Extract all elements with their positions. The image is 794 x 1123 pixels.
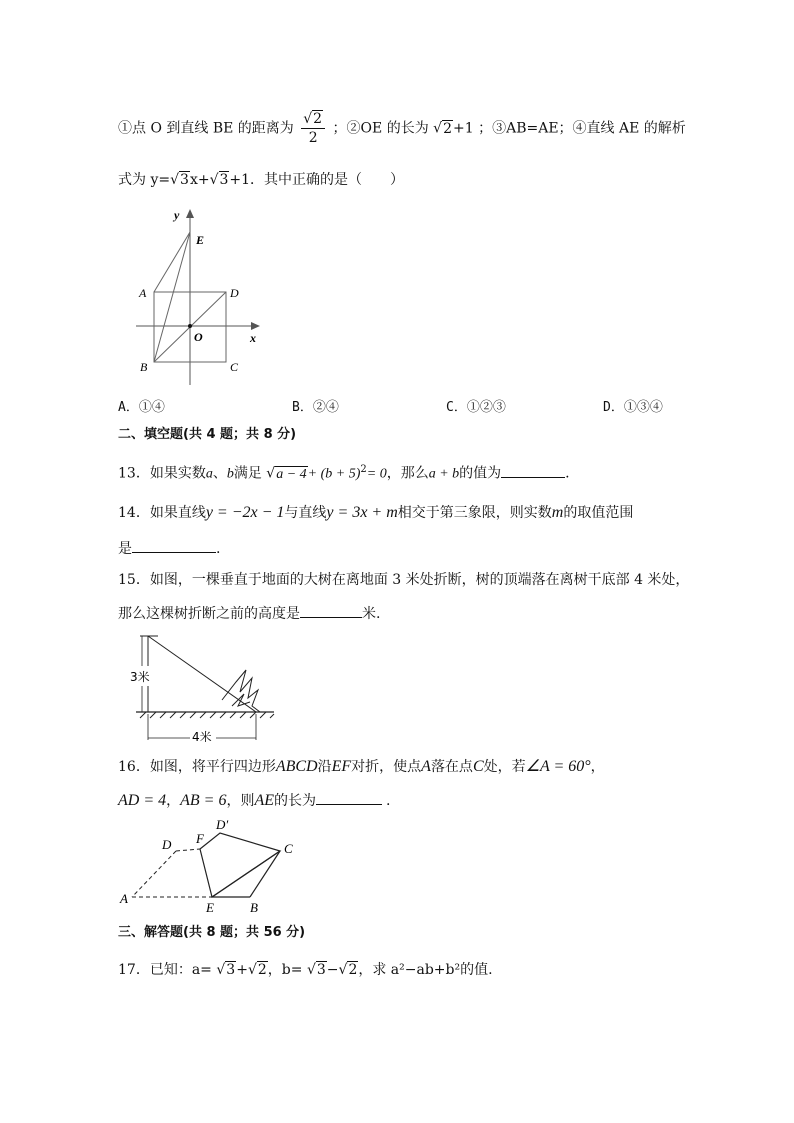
choice-c[interactable]: C．①②③: [446, 400, 506, 415]
q17: 17．已知：a= √3+√2，b= √3−√2，求 a²−ab+b²的值.: [118, 962, 493, 978]
q12-fraction: $\frac{√2}{2}$: [301, 110, 325, 147]
q14-answer-blank[interactable]: [132, 538, 216, 553]
choice-a[interactable]: A．①④: [118, 400, 165, 415]
line-ec: [212, 851, 280, 897]
q12-text-5: x+: [189, 172, 210, 188]
label-o: O: [194, 330, 203, 344]
folded-quad: [200, 833, 280, 897]
branches-2: [232, 694, 250, 706]
height-label: 3米: [130, 670, 150, 684]
label-b: B: [140, 360, 148, 374]
origin-dot: [188, 324, 192, 328]
label-c: C: [230, 360, 239, 374]
dash-da: [132, 851, 176, 897]
q13: 13．如果实数a、b满足 $√a - 4+ (b + 5)^2= 0$，那么a + b的值为 .: [118, 464, 570, 482]
label-a: A: [139, 286, 147, 300]
q15-figure: [128, 630, 278, 742]
line-be: [154, 232, 190, 362]
line-bc: [250, 851, 280, 897]
choice-b[interactable]: B．②④: [292, 400, 339, 415]
q15-line2: 那么这棵树折断之前的高度是 米.: [118, 603, 380, 624]
label-e: E: [206, 900, 214, 915]
q12-sqrt3b: 3: [219, 172, 229, 188]
q12-text-6: +1．其中正确的是（ ）: [229, 172, 405, 188]
q12-text-3: ；③AB=AE；④直线 AE 的解析: [478, 120, 686, 137]
label-y: y: [174, 208, 180, 222]
q12-sqrt2: 2: [443, 120, 452, 137]
q16-answer-blank[interactable]: [316, 790, 382, 805]
label-b: B: [250, 900, 258, 915]
q12-line1: ①点 O 到直线 BE 的距离为 $\frac{√2}{2}$ ；②OE 的长为 √2+1 ；③AB=AE；④直线 AE 的解析: [118, 111, 686, 146]
q12-sqrt3a: 3: [180, 172, 189, 188]
x-axis-arrow-icon: [251, 322, 260, 330]
q14-line2: 是 .: [118, 538, 220, 559]
label-e: E: [196, 233, 205, 247]
q12-frac-den: 2: [308, 130, 318, 146]
line-ae: [154, 232, 190, 292]
label-f: F: [196, 831, 204, 846]
q12-figure: [128, 205, 268, 390]
choice-d[interactable]: D．①③④: [603, 400, 663, 415]
label-d: D: [162, 837, 172, 852]
label-d: D: [230, 286, 239, 300]
section-2-heading: 二、填空题(共 4 题；共 8 分): [118, 427, 297, 442]
q12-frac-num: 2: [313, 111, 323, 127]
q15-answer-blank[interactable]: [300, 603, 362, 618]
q16-figure: [116, 815, 306, 915]
q13-answer-blank[interactable]: [501, 463, 565, 478]
q14-line1: 14．如果直线y = −2x − 1与直线y = 3x + m相交于第三象限，则实数m的取值范围: [118, 504, 634, 521]
label-dprime: D′: [216, 817, 229, 832]
q12-text-1: ①点 O 到直线 BE 的距离为: [118, 120, 294, 137]
label-x: x: [250, 331, 256, 345]
fallen-top: [148, 636, 256, 712]
q12-line2: 式为 y=√3x+√3+1．其中正确的是（ ）: [118, 172, 405, 188]
q13-radical: a − 4: [276, 466, 307, 482]
label-c: C: [284, 841, 293, 856]
q12-text-2: ；②OE 的长为: [332, 120, 429, 137]
q16-line2: AD = 4，AB = 6，则AE的长为 .: [118, 792, 391, 809]
dash-df: [176, 849, 200, 851]
width-label: 4米: [192, 730, 212, 742]
y-axis-arrow-icon: [186, 209, 194, 218]
q15-line1: 15．如图，一棵垂直于地面的大树在离地面 3 米处折断，树的顶端落在离树干底部 4 米处，: [118, 572, 690, 588]
q12-plus1: +1: [453, 120, 474, 137]
label-a: A: [120, 891, 128, 906]
ground-hatching: [140, 712, 274, 718]
section-3-heading: 三、解答题(共 8 题；共 56 分): [118, 925, 306, 940]
q12-text-4: 式为 y=: [118, 172, 171, 188]
q16-line1: 16．如图，将平行四边形ABCD沿EF对折，使点A落在点C处，若∠A = 60°，: [118, 758, 605, 775]
branches: [222, 670, 260, 712]
